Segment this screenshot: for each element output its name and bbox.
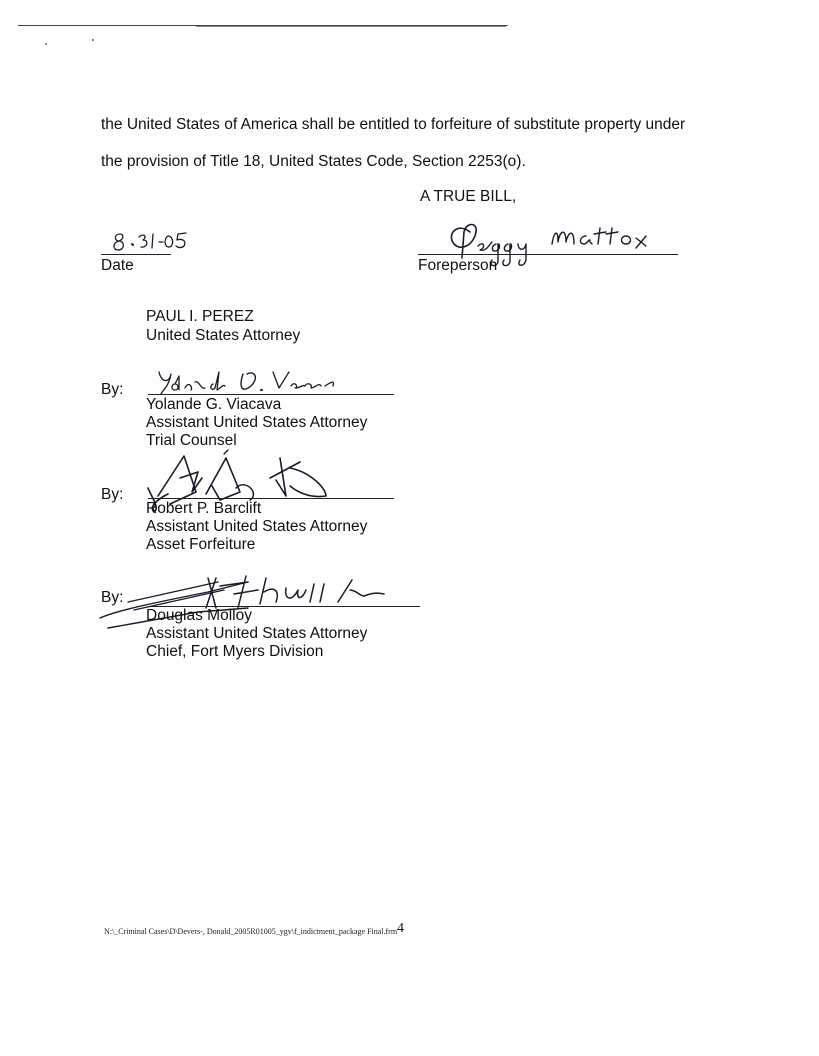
by-label: By: xyxy=(101,381,124,398)
signer-role: Chief, Fort Myers Division xyxy=(146,643,324,660)
by-label: By: xyxy=(101,486,124,503)
handwritten-date-mark xyxy=(110,228,200,256)
signer-title: Assistant United States Attorney xyxy=(146,414,368,431)
signer-name: Yolande G. Viacava xyxy=(146,396,282,413)
signer-title: Assistant United States Attorney xyxy=(146,518,368,535)
signer-role: Trial Counsel xyxy=(146,432,237,449)
date-label: Date xyxy=(101,257,134,274)
signer-name: Douglas Molloy xyxy=(146,607,252,624)
foreperson-signature-line xyxy=(418,254,678,255)
viacava-signature-mark xyxy=(155,366,355,396)
date-signature-line xyxy=(101,254,171,255)
us-attorney-title: United States Attorney xyxy=(146,327,301,344)
by-label: By: xyxy=(101,589,124,606)
us-attorney-name: PAUL I. PEREZ xyxy=(146,308,254,325)
barclift-signature-line xyxy=(148,498,394,499)
signer-role: Asset Forfeiture xyxy=(146,536,256,553)
foreperson-label: Foreperson xyxy=(418,257,498,274)
body-line-2: the provision of Title 18, United States Code, Section 2253(o). xyxy=(101,153,526,170)
page-number: 4 xyxy=(397,921,404,936)
scan-edge-line-secondary xyxy=(196,26,506,27)
scan-speck xyxy=(92,39,94,41)
scan-speck xyxy=(45,43,47,45)
footer-file-path: N:\_Criminal Cases\D\Devers-, Donald_2005R01005_ygv\f_indictment_package Final.frm xyxy=(104,927,398,936)
signer-title: Assistant United States Attorney xyxy=(146,625,368,642)
true-bill-heading: A TRUE BILL, xyxy=(420,188,517,205)
viacava-signature-line xyxy=(148,394,394,395)
signer-name: Robert P. Barclift xyxy=(146,500,262,517)
body-line-1: the United States of America shall be entitled to forfeiture of substitute property under xyxy=(101,116,686,133)
